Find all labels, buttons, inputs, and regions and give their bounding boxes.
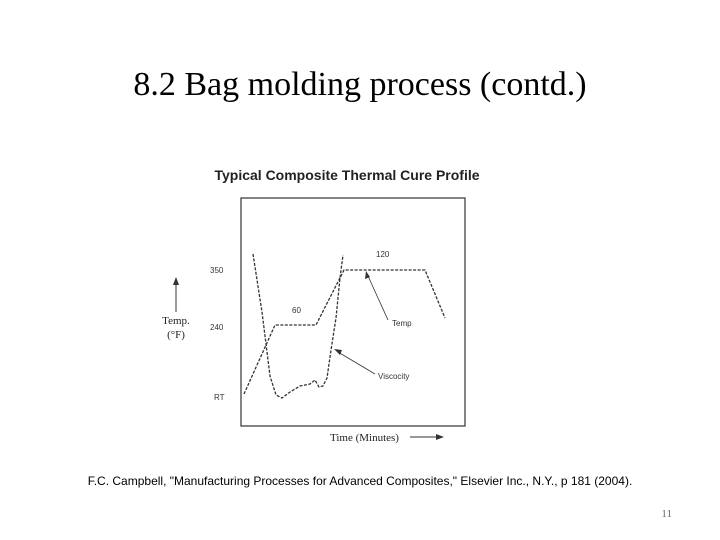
- viscosity-leader-line: [338, 352, 375, 374]
- page-number: 11: [661, 508, 672, 520]
- figure-title: Typical Composite Thermal Cure Profile: [214, 167, 480, 183]
- viscosity-curve: [253, 254, 343, 398]
- slide-title: 8.2 Bag molding process (contd.): [133, 66, 587, 103]
- annotation-120: 120: [376, 250, 390, 259]
- temperature-curve: [244, 270, 445, 394]
- cure-profile-figure: [150, 155, 490, 455]
- citation: F.C. Campbell, "Manufacturing Processes for Advanced Composites," Elsevier Inc., N.Y., p 181 (2004).: [87, 474, 633, 488]
- x-axis-arrowhead: [436, 434, 444, 440]
- y-axis-label-line1: Temp.: [162, 315, 190, 327]
- temp-leader-line: [368, 276, 388, 320]
- annotation-60: 60: [292, 306, 301, 315]
- y-axis-arrowhead: [173, 277, 179, 285]
- x-axis-label: Time (Minutes): [330, 432, 399, 444]
- y-tick-rt: RT: [214, 393, 225, 402]
- y-axis-label-line2: (°F): [167, 329, 185, 341]
- y-tick-350: 350: [210, 266, 224, 275]
- temp-curve-label: Temp: [392, 319, 412, 328]
- viscosity-curve-label: Viscocity: [378, 372, 410, 381]
- y-tick-240: 240: [210, 323, 224, 332]
